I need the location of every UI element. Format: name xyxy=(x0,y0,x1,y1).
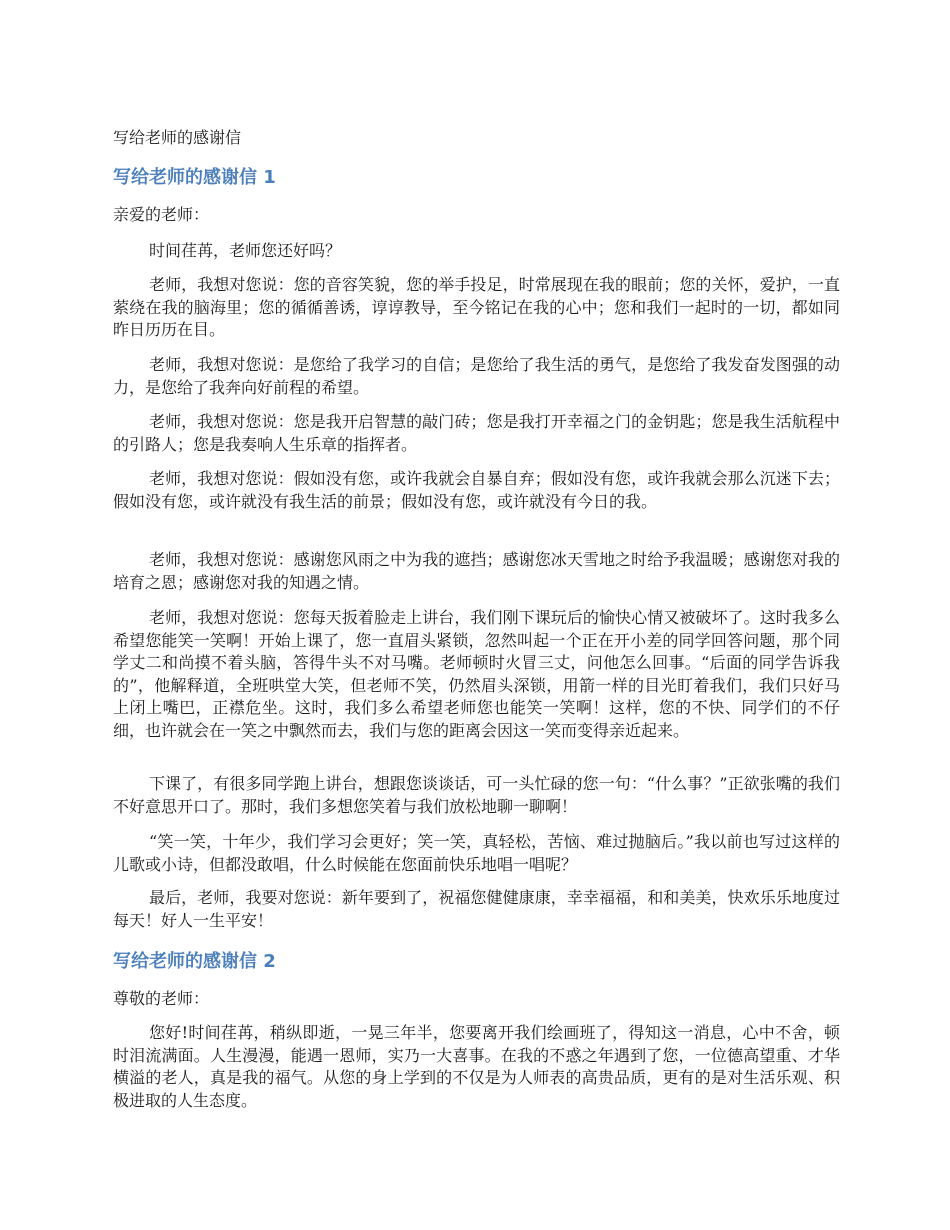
paragraph: 老师，我想对您说：您是我开启智慧的敲门砖；您是我打开幸福之门的金钥匙；您是我生活航程中的引路人；您是我奏响人生乐章的指挥者。 xyxy=(113,412,840,454)
salutation-2: 尊敬的老师： xyxy=(113,989,210,1008)
paragraph: 最后，老师，我要对您说：新年要到了，祝福您健健康康，幸幸福福，和和美美，快欢乐乐地度过每天！好人一生平安！ xyxy=(113,888,840,930)
paragraph: “笑一笑，十年少，我们学习会更好；笑一笑，真轻松，苦恼、难过抛脑后。”我以前也写过这样的儿歌或小诗，但都没敢唱，什么时候能在您面前快乐地唱一唱呢？ xyxy=(113,832,840,874)
section-heading-1: 写给老师的感谢信 1 xyxy=(113,167,276,188)
salutation-1: 亲爱的老师： xyxy=(113,205,210,224)
paragraph: 下课了，有很多同学跑上讲台，想跟您谈谈话，可一头忙碌的您一句：“什么事？”正欲张嘴的我们不好意思开口了。那时，我们多想您笑着与我们放松地聊一聊啊！ xyxy=(113,774,840,816)
paragraph: 时间荏苒，老师您还好吗？ xyxy=(149,241,342,260)
paragraph: 老师，我想对您说：您每天扳着脸走上讲台，我们刚下课玩后的愉快心情又被破坏了。这时我多么希望您能笑一笑啊！开始上课了，您一直眉头紧锁，忽然叫起一个正在开小差的同学回答问题，那个同学丈二和尚摸不着头脑，答得牛头不对马嘴。老师顿时火冒三丈，问他怎么回事。“后面的同学告诉我的”，他解释道，全班哄堂大笑，但老师不笑，仍然眉头深锁，用箭一样的目光盯着我们，我们只好马上闭上嘴巴，正襟危坐。这时，我们多么希望老师您也能笑一笑啊！这样，您的不快、同学们的不仔细，也许就会在一笑之中飘然而去，我们与您的距离会因这一笑而变得亲近起来。 xyxy=(113,608,840,740)
paragraph: 老师，我想对您说：感谢您风雨之中为我的遮挡；感谢您冰天雪地之时给予我温暖；感谢您对我的培育之恩；感谢您对我的知遇之情。 xyxy=(113,550,840,592)
section-heading-2: 写给老师的感谢信 2 xyxy=(113,951,276,972)
paragraph: 老师，我想对您说：是您给了我学习的自信；是您给了我生活的勇气，是您给了我发奋发图强的动力，是您给了我奔向好前程的希望。 xyxy=(113,355,840,397)
document-title: 写给老师的感谢信 xyxy=(113,128,242,147)
paragraph: 老师，我想对您说：假如没有您，或许我就会自暴自弃；假如没有您，或许我就会那么沉迷下去；假如没有您，或许就没有我生活的前景；假如没有您，或许就没有今日的我。 xyxy=(113,469,840,511)
paragraph: 您好!时间荏苒，稍纵即逝，一晃三年半，您要离开我们绘画班了，得知这一消息，心中不舍，顿时泪流满面。人生漫漫，能遇一恩师，实乃一大喜事。在我的不惑之年遇到了您，一位德高望重、才华横溢的老人，真是我的福气。从您的身上学到的不仅是为人师表的高贵品质，更有的是对生活乐观、积极进取的人生态度。 xyxy=(113,1023,840,1110)
paragraph: 老师，我想对您说：您的音容笑貌，您的举手投足，时常展现在我的眼前；您的关怀，爱护，一直萦绕在我的脑海里；您的循循善诱，谆谆教导，至今铭记在我的心中；您和我们一起时的一切，都如同昨日历历在目。 xyxy=(113,275,840,340)
